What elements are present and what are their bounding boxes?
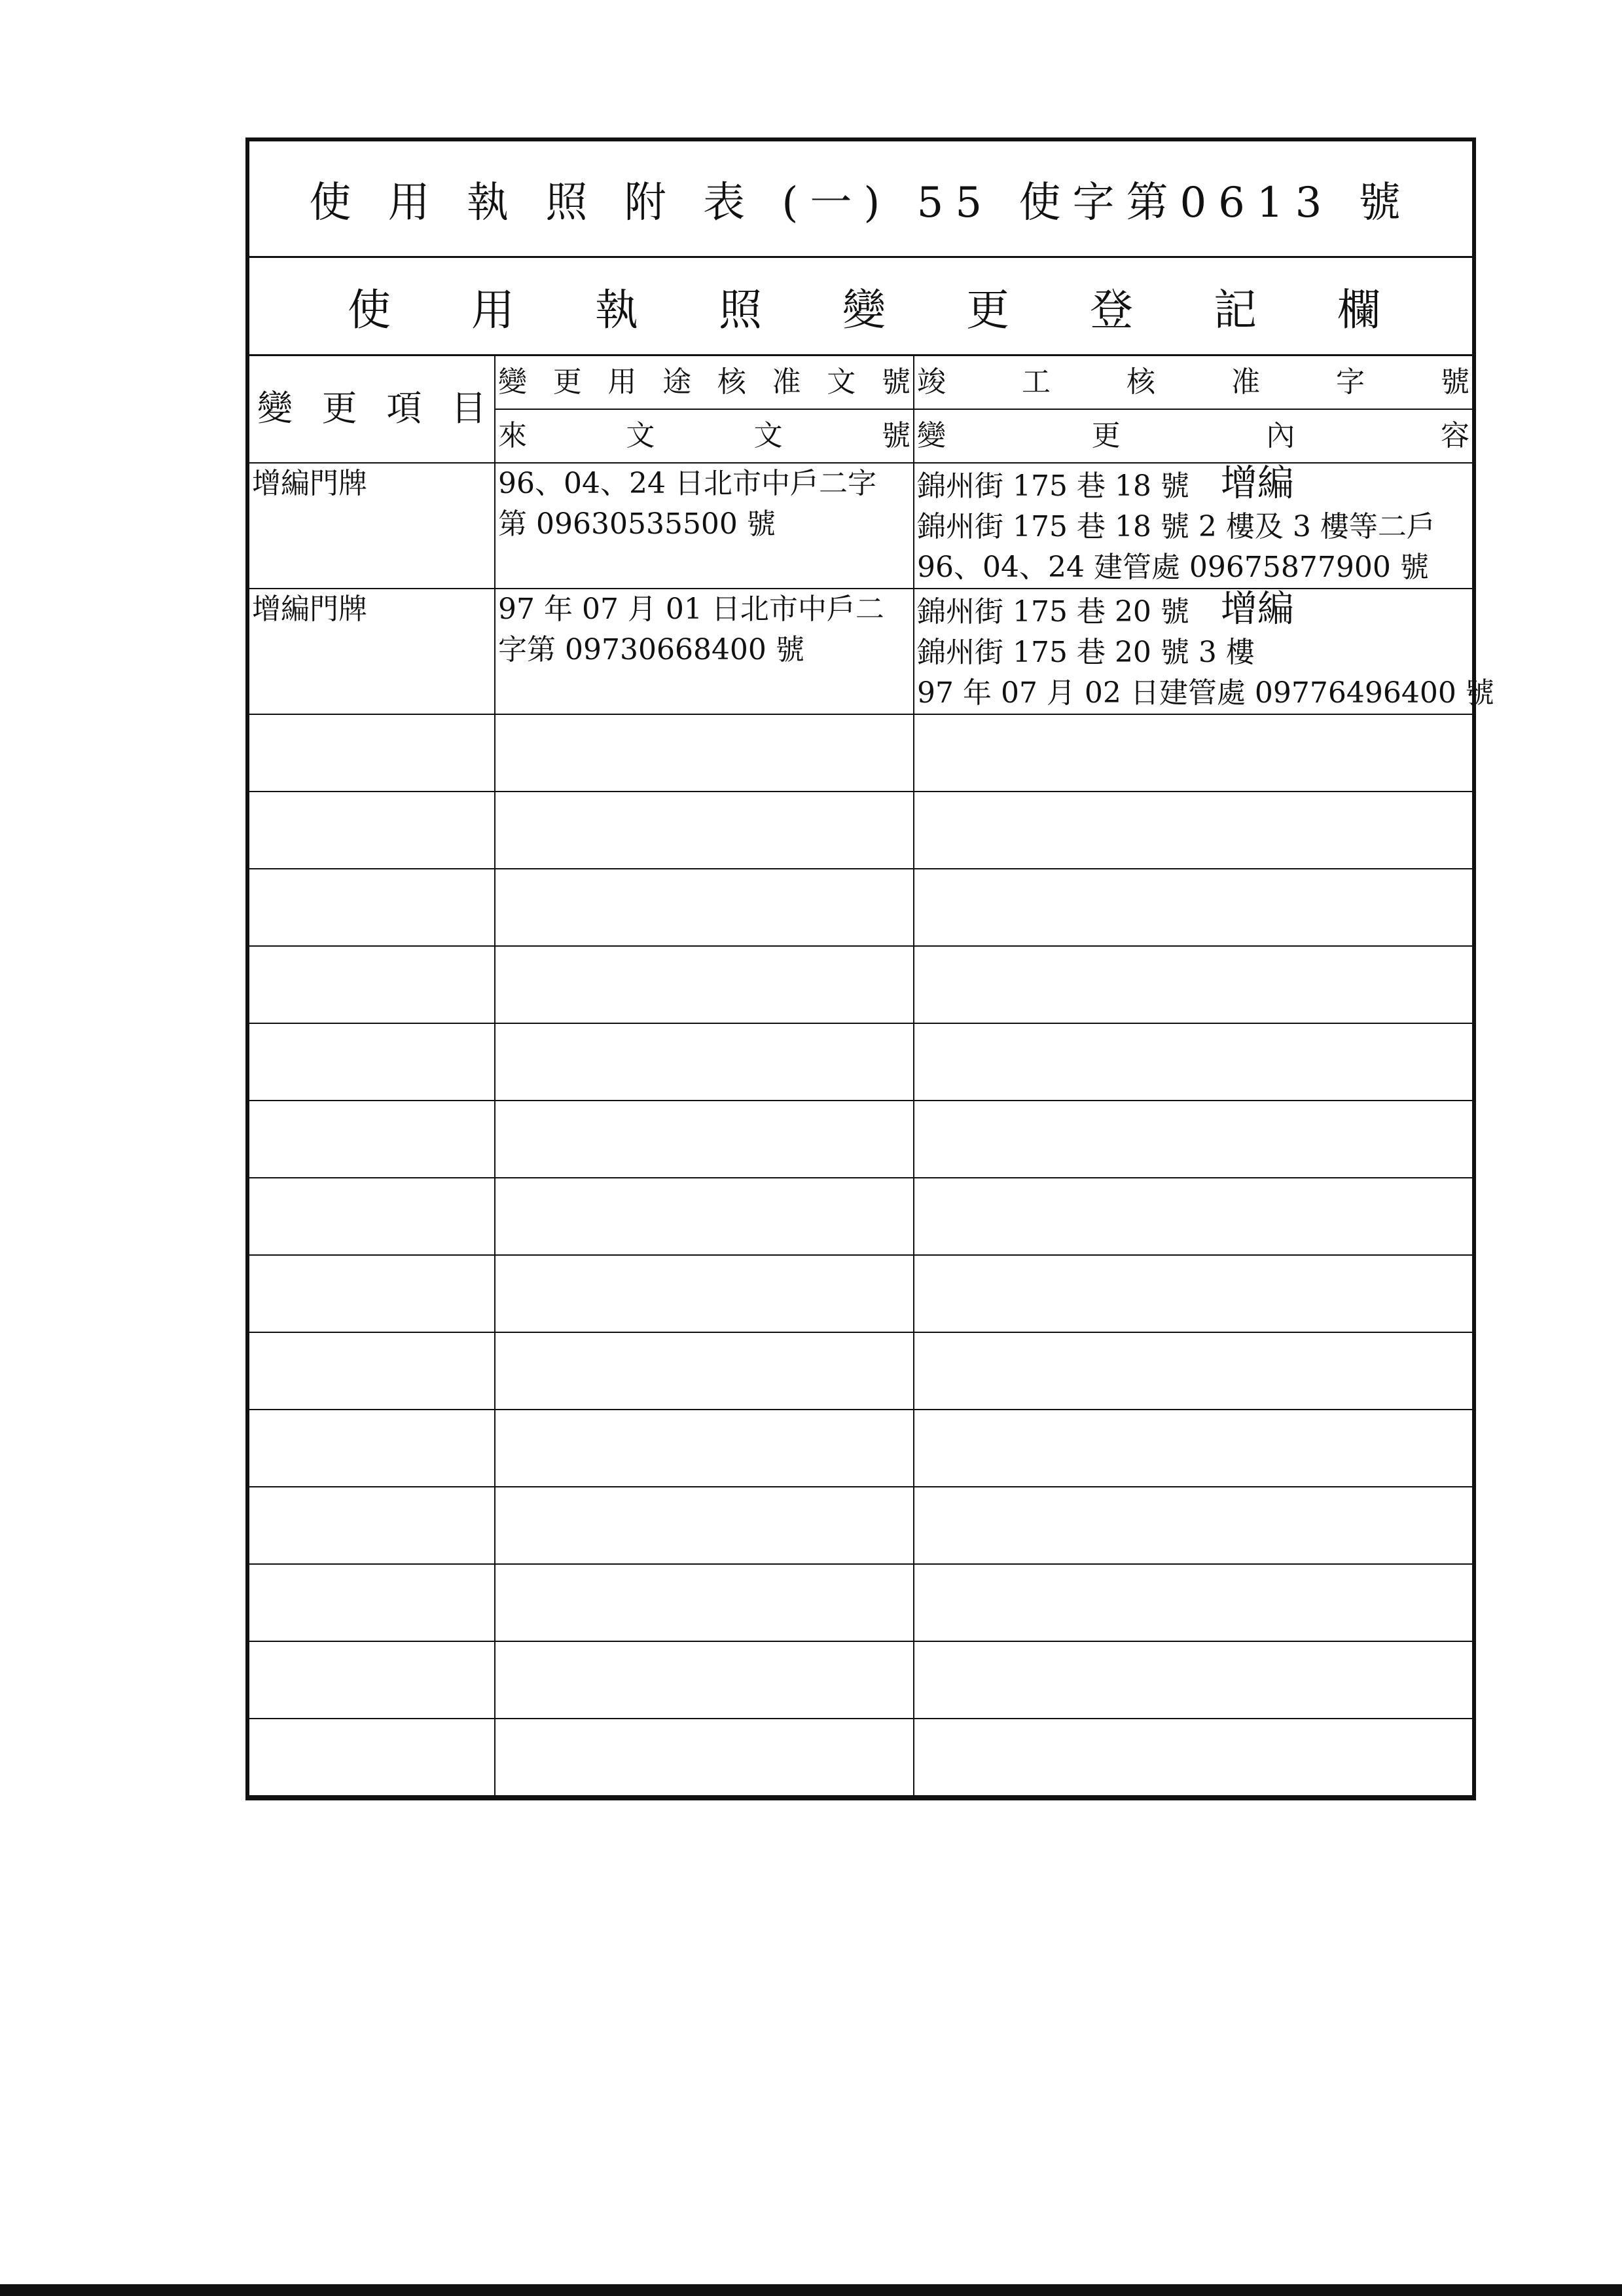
header-char: 准 — [772, 365, 801, 399]
header-char: 號 — [1441, 365, 1469, 399]
header-char: 變 — [917, 419, 946, 452]
form-subtitle — [249, 258, 1472, 356]
header-incoming-doc-no — [495, 409, 914, 463]
empty-cell — [914, 1023, 1472, 1101]
empty-cell — [249, 1101, 495, 1178]
header-completion-approval-no — [914, 356, 1472, 409]
subtitle-char: 更 — [966, 285, 1009, 335]
empty-cell — [914, 1255, 1472, 1332]
entry-item: 增編門牌 — [249, 463, 495, 589]
empty-cell — [495, 1255, 914, 1332]
empty-cell — [249, 1719, 495, 1796]
empty-row — [249, 1487, 1472, 1564]
header-change-content — [914, 409, 1472, 463]
empty-cell — [495, 1178, 914, 1255]
header-char: 更 — [321, 388, 357, 429]
empty-cell — [495, 946, 914, 1023]
empty-cell — [914, 869, 1472, 946]
subtitle-char: 變 — [842, 285, 886, 335]
empty-cell — [249, 1332, 495, 1410]
empty-cell — [249, 1564, 495, 1641]
empty-cell — [249, 1641, 495, 1719]
header-char: 號 — [881, 365, 910, 399]
empty-row — [249, 1410, 1472, 1487]
entry-item: 增編門牌 — [249, 589, 495, 714]
header-char: 變 — [257, 388, 293, 429]
empty-cell — [914, 1564, 1472, 1641]
empty-cell — [914, 1101, 1472, 1178]
entry-stamp: 增編 — [1220, 588, 1294, 630]
change-record-table — [249, 356, 1494, 1796]
empty-cell — [914, 1487, 1472, 1564]
empty-cell — [249, 1487, 495, 1564]
entry-content — [914, 463, 1472, 589]
empty-row — [249, 1101, 1472, 1178]
entry-doc-line: 97 年 07 月 01 日北市中戶二 — [498, 592, 884, 626]
empty-cell — [495, 1719, 914, 1796]
empty-row — [249, 1255, 1472, 1332]
table-row — [249, 463, 1472, 589]
empty-cell — [249, 792, 495, 869]
header-char: 字 — [1336, 365, 1365, 399]
empty-cell — [495, 1564, 914, 1641]
empty-row — [249, 714, 1472, 792]
header-char: 核 — [717, 365, 746, 399]
subtitle-char: 使 — [348, 285, 391, 335]
entry-content-line: 錦州街 175 巷 20 號 3 樓 — [917, 636, 1255, 669]
header-change-item — [249, 356, 495, 463]
empty-row — [249, 1332, 1472, 1410]
empty-cell — [249, 869, 495, 946]
empty-cell — [495, 1487, 914, 1564]
subtitle-char: 欄 — [1337, 285, 1380, 335]
entry-content-line — [917, 589, 1469, 632]
header-char: 竣 — [917, 365, 946, 399]
form-title: 使 用 執 照 附 表 (一) 55 使字第0613 號 — [249, 141, 1472, 258]
empty-row — [249, 1023, 1472, 1101]
header-char: 途 — [662, 365, 692, 399]
header-usage-approval-no — [495, 356, 914, 409]
header-char: 目 — [450, 388, 486, 429]
entry-content-line: 錦州街 175 巷 18 號 2 樓及 3 樓等二戶 — [917, 510, 1435, 543]
empty-row — [249, 946, 1472, 1023]
header-char: 用 — [607, 365, 637, 399]
entry-doc-line: 第 09630535500 號 — [498, 507, 776, 541]
empty-cell — [249, 1023, 495, 1101]
empty-cell — [495, 869, 914, 946]
empty-cell — [914, 1719, 1472, 1796]
empty-cell — [249, 1255, 495, 1332]
header-char: 核 — [1126, 365, 1155, 399]
empty-cell — [914, 946, 1472, 1023]
empty-row — [249, 1641, 1472, 1719]
header-char: 項 — [386, 388, 422, 429]
subtitle-char: 照 — [719, 285, 762, 335]
empty-cell — [249, 714, 495, 792]
empty-row — [249, 1564, 1472, 1641]
entry-address: 錦州街 175 巷 20 號 — [917, 595, 1189, 629]
empty-cell — [495, 1410, 914, 1487]
subtitle-char: 記 — [1214, 285, 1257, 335]
header-char: 來 — [498, 419, 527, 452]
header-row-top — [249, 356, 1472, 409]
header-char: 文 — [753, 419, 783, 452]
header-char: 更 — [1091, 419, 1121, 452]
entry-stamp: 增編 — [1220, 462, 1294, 505]
subtitle-char: 執 — [595, 285, 638, 335]
empty-cell — [495, 1332, 914, 1410]
empty-row — [249, 1719, 1472, 1796]
entry-doc-no — [495, 463, 914, 589]
entry-doc-line: 字第 09730668400 號 — [498, 633, 804, 666]
entry-address: 錦州街 175 巷 18 號 — [917, 469, 1189, 503]
header-char: 准 — [1231, 365, 1260, 399]
header-char: 變 — [498, 365, 527, 399]
header-char: 工 — [1022, 365, 1051, 399]
empty-cell — [495, 714, 914, 792]
usage-permit-form — [245, 137, 1494, 1800]
entry-content — [914, 588, 1494, 714]
empty-cell — [495, 792, 914, 869]
empty-row — [249, 1178, 1472, 1255]
entry-content-line: 97 年 07 月 02 日建管處 09776496400 號 — [917, 676, 1494, 710]
header-char: 內 — [1266, 419, 1295, 452]
empty-cell — [495, 1641, 914, 1719]
header-char: 更 — [552, 365, 582, 399]
entry-content-line — [917, 464, 1469, 507]
empty-cell — [249, 1178, 495, 1255]
empty-row — [249, 869, 1472, 946]
table-row — [249, 589, 1472, 714]
header-char: 容 — [1440, 419, 1469, 452]
header-char: 文 — [827, 365, 856, 399]
header-char: 號 — [881, 419, 910, 452]
empty-cell — [914, 792, 1472, 869]
empty-row — [249, 792, 1472, 869]
empty-cell — [914, 1332, 1472, 1410]
empty-cell — [914, 1410, 1472, 1487]
empty-cell — [249, 946, 495, 1023]
subtitle-char: 用 — [471, 285, 514, 335]
entry-doc-line: 96、04、24 日北市中戶二字 — [498, 467, 876, 500]
subtitle-char: 登 — [1090, 285, 1133, 335]
entry-content-line: 96、04、24 建管處 09675877900 號 — [917, 551, 1429, 584]
header-char: 文 — [626, 419, 655, 452]
scan-edge-bar — [0, 2284, 1622, 2296]
empty-cell — [495, 1101, 914, 1178]
entry-doc-no — [495, 589, 914, 714]
empty-cell — [249, 1410, 495, 1487]
empty-cell — [914, 714, 1472, 792]
empty-cell — [914, 1641, 1472, 1719]
empty-cell — [495, 1023, 914, 1101]
empty-cell — [914, 1178, 1472, 1255]
